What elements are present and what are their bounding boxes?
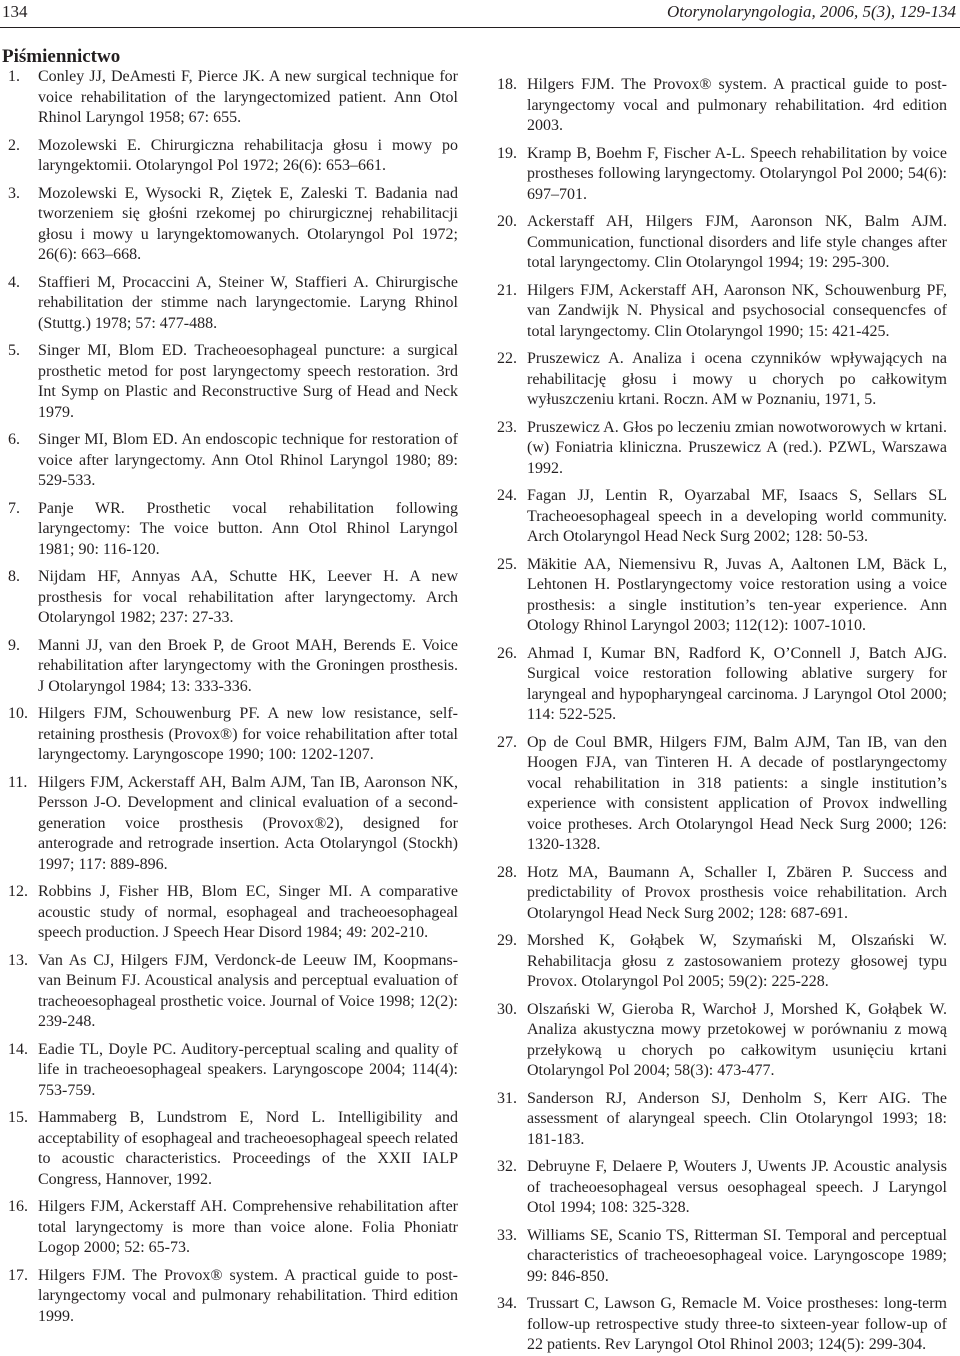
- reference-text: Conley JJ, DeAmesti F, Pierce JK. A new surgical technique for voice rehabilitation of the laryngectomized patient. Ann Otol Rhinol Laryngol 1958; 67: 655.: [38, 68, 458, 126]
- reference-text: Van As CJ, Hilgers FJM, Verdonck-de Leeuw IM, Koopmans-van Beinum FJ. Acoustical analysis and perceptual evaluation of tracheoesophageal prosthetic voice. Journal of Voice 1998; 12(2): 239-248.: [38, 951, 458, 1030]
- reference-number: 15.: [8, 1109, 28, 1126]
- reference-text: Hilgers FJM. The Provox® system. A practical guide to post-laryngectomy vocal and pulmonary rehabilitation. 4rd edition 2003.: [527, 76, 947, 134]
- reference-item: [8, 636, 458, 698]
- reference-item: [497, 349, 947, 411]
- section-title: Piśmiennictwo: [2, 46, 121, 67]
- reference-item: [497, 212, 947, 274]
- reference-number: 14.: [8, 1040, 28, 1058]
- reference-text: Staffieri M, Procaccini A, Steiner W, Staffieri A. Chirurgische rehabilitation der stimme nach laryngectomie. Laryng Rhinol (Stuttg.) 1978; 57: 477-488.: [38, 273, 458, 332]
- reference-number: 34.: [497, 1295, 517, 1312]
- reference-number: 33.: [497, 1226, 517, 1244]
- reference-item: [8, 882, 458, 944]
- reference-text: Hilgers FJM, Ackerstaff AH, Aaronson NK, Schouwenburg PF, van Zandwijk N. Physical and psychosocial consequencfes of total laryngectomy. Clin Otolaryngol 1990; 15: 421-425.: [527, 281, 947, 340]
- reference-item: [8, 773, 458, 876]
- reference-item: [497, 931, 947, 993]
- reference-text: Mozolewski E, Wysocki R, Ziętek E, Zaleski T. Badania nad tworzeniem się głośni rzekomej po chirurgicznej rehabilitacji głosu i mowy u laryngektomowanych. Otolaryngol Pol 1972; 26(6): 663–668.: [38, 184, 458, 263]
- reference-text: Mozolewski E. Chirurgiczna rehabilitacja głosu i mowy po laryngektomii. Otolaryngol Pol 1972; 26(6): 653–661.: [38, 136, 458, 174]
- reference-item: [8, 341, 458, 423]
- reference-item: [8, 273, 458, 335]
- reference-text: Singer MI, Blom ED. An endoscopic technique for restoration of voice after laryngectomy. Ann Otol Rhinol Laryngol 1980; 89: 529-533.: [38, 431, 458, 489]
- reference-number: 20.: [497, 213, 517, 230]
- reference-number: 13.: [8, 951, 28, 969]
- reference-item: [497, 144, 947, 206]
- reference-item: [8, 1197, 458, 1259]
- reference-item: [8, 951, 458, 1033]
- reference-text: Kramp B, Boehm F, Fischer A-L. Speech rehabilitation by voice prostheses following laryngectomy. Otolaryngol Pol 2000; 54(6): 697–701.: [527, 144, 947, 203]
- reference-item: [497, 733, 947, 856]
- reference-number: 24.: [497, 487, 517, 504]
- reference-item: [497, 1157, 947, 1219]
- reference-number: 4.: [8, 273, 20, 291]
- reference-text: Robbins J, Fisher HB, Blom EC, Singer MI. A comparative acoustic study of normal, esophageal and tracheoesophageal speech production. J Speech Hear Disord 1984; 49: 202-210.: [38, 883, 458, 941]
- reference-item: [497, 1089, 947, 1151]
- reference-number: 16.: [8, 1198, 28, 1215]
- reference-number: 1.: [8, 68, 20, 85]
- reference-number: 2.: [8, 136, 20, 154]
- reference-text: Ackerstaff AH, Hilgers FJM, Aaronson NK, Balm AJM. Communication, functional disorders and life style changes after total laryngectomy. Clin Otolaryngol 1994; 19: 295-300.: [527, 213, 947, 271]
- reference-text: Hilgers FJM, Ackerstaff AH. Comprehensive rehabilitation after total laryngectomy is more than voice alone. Folia Phoniatr Logop 2000; 52: 65-73.: [38, 1198, 458, 1256]
- reference-item: [497, 418, 947, 480]
- journal-citation: Otorynolaryngologia, 2006, 5(3), 129-134: [667, 2, 956, 21]
- reference-item: [497, 555, 947, 637]
- reference-item: [497, 863, 947, 925]
- reference-text: Hilgers FJM. The Provox® system. A practical guide to post-laryngectomy vocal and pulmonary rehabilitation. Third edition 1999.: [38, 1266, 458, 1325]
- reference-item: [8, 499, 458, 561]
- references-left-column: [8, 67, 458, 1327]
- reference-item: [497, 486, 947, 548]
- reference-number: 29.: [497, 932, 517, 949]
- reference-number: 31.: [497, 1089, 517, 1107]
- reference-text: Williams SE, Scanio TS, Ritterman SI. Temporal and perceptual characteristics of tracheoesophageal voice. Laryngoscope 1989; 99: 846-850.: [527, 1226, 947, 1285]
- reference-item: [8, 1040, 458, 1102]
- reference-text: Sanderson RJ, Anderson SJ, Denholm S, Kerr AIG. The assessment of alaryngeal speech. Clin Otolaryngol 1993; 18: 181-183.: [527, 1089, 947, 1148]
- reference-number: 18.: [497, 76, 517, 93]
- reference-number: 5.: [8, 342, 20, 359]
- reference-text: Manni JJ, van den Broek P, de Groot MAH, Berends E. Voice rehabilitation after laryngectomy with the Groningen prosthesis. J Otolaryngol 1984; 13: 333-336.: [38, 636, 458, 695]
- reference-text: Pruszewicz A. Analiza i ocena czynników wpływających na rehabilitację głosu i mowy u chorych po całkowitym wyłuszczeniu krtani. Roczn. AM w Poznaniu, 1971, 5.: [527, 350, 947, 408]
- page-header: [0, 0, 960, 30]
- reference-text: Nijdam HF, Annyas AA, Schutte HK, Leever H. A new prosthesis for vocal rehabilitation after laryngectomy. Arch Otolaryngol 1982; 237: 27-33.: [38, 568, 458, 626]
- reference-number: 12.: [8, 883, 28, 900]
- reference-text: Hilgers FJM, Ackerstaff AH, Balm AJM, Tan IB, Aaronson NK, Persson J-O. Development and clinical evaluation of a second-generation voice prosthesis (Provox®2), designed for anterograde and retrograde insertion. Acta Otolaryngol (Stockh) 1997; 117: 889-896.: [38, 773, 458, 873]
- reference-item: [497, 644, 947, 726]
- reference-text: Panje WR. Prosthetic vocal rehabilitation following laryngectomy: The voice button. Ann Otol Rhinol Laryngol 1981; 90: 116-120.: [38, 499, 458, 558]
- header-rule: [0, 27, 960, 28]
- reference-text: Hilgers FJM, Schouwenburg PF. A new low resistance, self-retaining prosthesis (Provox®) for voice rehabilitation after total laryngectomy. Laryngoscope 1990; 100: 1202-1207.: [38, 705, 458, 763]
- reference-number: 17.: [8, 1266, 28, 1284]
- reference-item: [8, 184, 458, 266]
- reference-number: 25.: [497, 555, 517, 573]
- reference-item: [8, 567, 458, 629]
- page-number: 134: [2, 2, 28, 21]
- reference-number: 11.: [8, 773, 28, 791]
- reference-number: 9.: [8, 636, 20, 654]
- reference-item: [497, 1226, 947, 1288]
- reference-item: [8, 136, 458, 177]
- reference-number: 19.: [497, 144, 517, 162]
- reference-item: [497, 1000, 947, 1082]
- reference-item: [8, 704, 458, 766]
- reference-text: Hotz MA, Baumann A, Schaller I, Zbären P. Success and predictability of Provox prosthesis voice rehabilitation. Arch Otolaryngol Head Neck Surg 2002; 128: 687-691.: [527, 863, 947, 922]
- reference-number: 22.: [497, 350, 517, 367]
- reference-text: Ahmad I, Kumar BN, Radford K, O’Connell J, Batch AJG. Surgical voice restoration following ablative surgery for laryngeal and hypopharyngeal carcinoma. J Laryngol Otol 2000; 114: 522-525.: [527, 644, 947, 723]
- reference-text: Hammaberg B, Lundstrom E, Nord L. Intelligibility and acceptability of esophageal and tracheoesophageal speech related to acoustic characteristics. Proceedings of the XXII IALP Congress, Hannover, 1992.: [38, 1109, 458, 1188]
- reference-number: 30.: [497, 1000, 517, 1018]
- reference-text: Singer MI, Blom ED. Tracheoesophageal puncture: a surgical prosthetic metod for post laryngectomy speech restoration. 3rd Int Symp on Plastic and Reconstructive Surg of Head and Neck 1979.: [38, 342, 458, 421]
- reference-number: 6.: [8, 431, 20, 448]
- reference-item: [8, 1108, 458, 1190]
- reference-text: Trussart C, Lawson G, Remacle M. Voice prostheses: long-term follow-up retrospective study three-to sixteen-year follow-up of 22 patients. Rev Laryngol Otol Rhinol 2003; 124(5): 299-304.: [527, 1295, 947, 1353]
- reference-text: Morshed K, Gołąbek W, Szymański M, Olszański W. Rehabilitacja głosu z zastosowaniem protezy głosowej typu Provox. Otolaryngol Pol 2005; 59(2): 225-228.: [527, 932, 947, 990]
- reference-text: Debruyne F, Delaere P, Wouters J, Uwents JP. Acoustic analysis of tracheoesophageal versus oesophageal speech. J Laryngol Otol 1994; 108: 325-328.: [527, 1158, 947, 1216]
- reference-number: 7.: [8, 499, 20, 517]
- reference-number: 21.: [497, 281, 517, 299]
- reference-item: [497, 75, 947, 137]
- reference-number: 3.: [8, 184, 20, 202]
- reference-text: Olszański W, Gieroba R, Warchoł J, Morshed K, Gołąbek W. Analiza akustyczna mowy przetokowej w porównaniu z mową przełykową u chorych po całkowitym usunięciu krtani Otolaryngol Pol 2004; 58(3): 473-477.: [527, 1000, 947, 1079]
- reference-number: 8.: [8, 568, 20, 585]
- reference-number: 10.: [8, 705, 28, 722]
- reference-item: [8, 1266, 458, 1328]
- reference-item: [497, 1294, 947, 1356]
- reference-number: 26.: [497, 644, 517, 662]
- reference-text: Op de Coul BMR, Hilgers FJM, Balm AJM, Tan IB, van den Hoogen FJA, van Tinteren H. A decade of postlaryngectomy vocal rehabilitation in 318 patients: a single institution’s experience with consistent application of Provox indwelling voice protheses. Arch Otolaryngol Head Neck Surg 2000; 126: 1320-1328.: [527, 733, 947, 853]
- reference-number: 32.: [497, 1158, 517, 1175]
- reference-number: 27.: [497, 733, 517, 751]
- references-right-column: [497, 75, 947, 1356]
- reference-text: Pruszewicz A. Głos po leczeniu zmian nowotworowych w krtani. (w) Foniatria kliniczna. Pruszewicz A (red.). PZWL, Warszawa 1992.: [527, 418, 947, 477]
- reference-item: [497, 281, 947, 343]
- reference-text: Eadie TL, Doyle PC. Auditory-perceptual scaling and quality of life in tracheoesophageal speakers. Laryngoscope 2004; 114(4): 753-759.: [38, 1040, 458, 1099]
- reference-item: [8, 430, 458, 492]
- reference-number: 28.: [497, 863, 517, 881]
- reference-number: 23.: [497, 418, 517, 436]
- reference-text: Mäkitie AA, Niemensivu R, Juvas A, Aaltonen LM, Bäck L, Lehtonen H. Postlaryngectomy voice restoration using a voice prosthesis: a single institution’s ten-year experience. Ann Otology Rhinol Laryngol 2003; 112(12): 1007-1010.: [527, 555, 947, 634]
- reference-item: [8, 67, 458, 129]
- reference-text: Fagan JJ, Lentin R, Oyarzabal MF, Isaacs S, Sellars SL Tracheoesophageal speech in a developing world community. Arch Otolaryngol Head Neck Surg 2002; 128: 50-53.: [527, 487, 947, 545]
